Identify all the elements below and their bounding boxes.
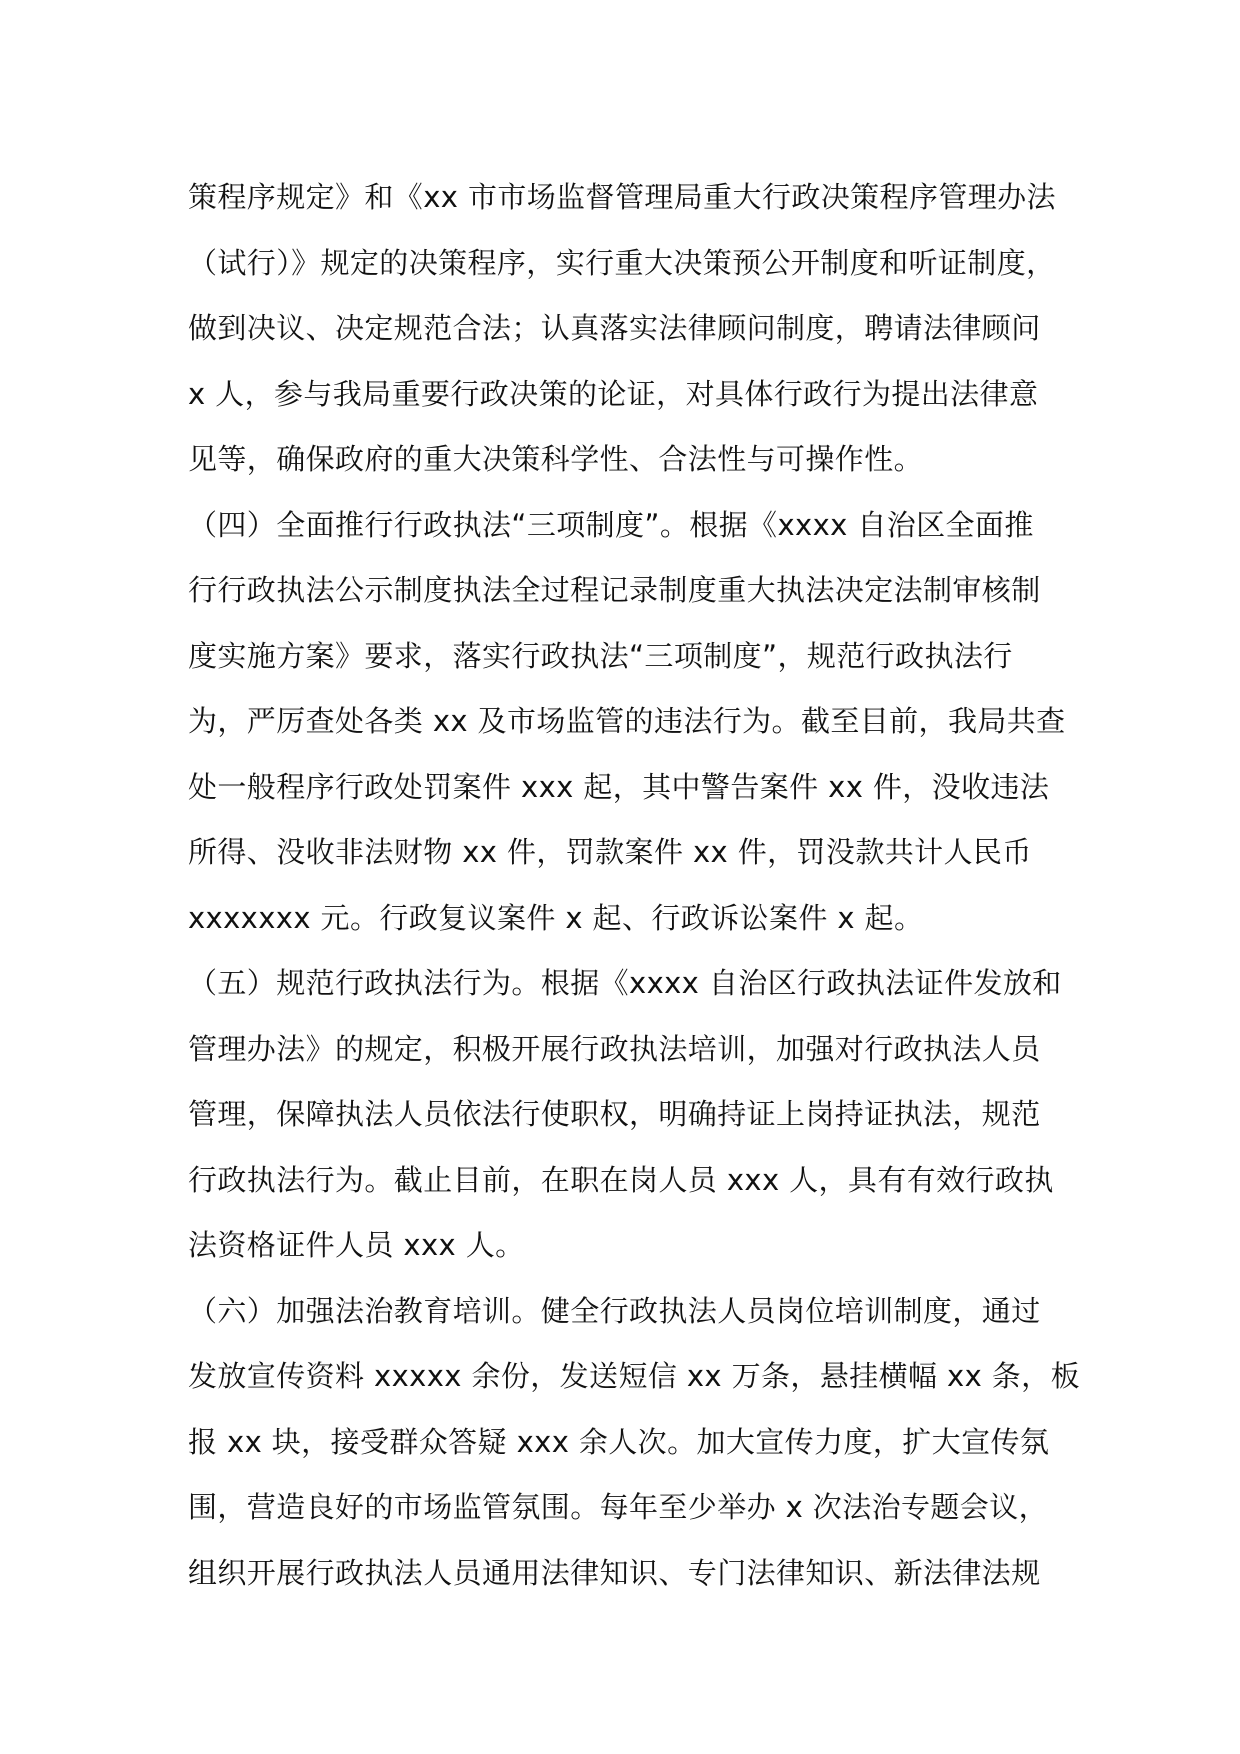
section-heading-line: （五）规范行政执法行为。根据《xxxx 自治区行政执法证件发放和 xyxy=(188,966,1062,1000)
text-line: 组织开展行政执法人员通用法律知识、专门法律知识、新法律法规 xyxy=(188,1555,1041,1590)
text-line: 行政执法行为。截止目前，在职在岗人员 xxx 人，具有有效行政执 xyxy=(188,1162,1054,1197)
text-line: 发放宣传资料 xxxxx 余份，发送短信 xx 万条，悬挂横幅 xx 条，板 xyxy=(188,1359,1080,1393)
text-line: （试行）》规定的决策程序，实行重大决策预公开制度和听证制度， xyxy=(188,245,1056,280)
body-text xyxy=(188,165,1078,1606)
text-line: 策程序规定》和《xx 市市场监督管理局重大行政决策程序管理办法 xyxy=(188,180,1056,214)
text-line: 管理办法》的规定，积极开展行政执法培训，加强对行政执法人员 xyxy=(188,1031,1041,1066)
text-line: 围，营造良好的市场监管氛围。每年至少举办 x 次法治专题会议， xyxy=(188,1490,1048,1524)
text-line: 报 xx 块，接受群众答疑 xxx 余人次。加大宣传力度，扩大宣传氛 xyxy=(188,1424,1050,1459)
text-line: xxxxxxx 元。行政复议案件 x 起、行政诉讼案件 x 起。 xyxy=(188,900,924,935)
text-line: 法资格证件人员 xxx 人。 xyxy=(188,1228,525,1262)
section-heading-line: （四）全面推行行政执法“三项制度”。根据《xxxx 自治区全面推 xyxy=(188,507,1034,542)
text-line: 行行政执法公示制度执法全过程记录制度重大执法决定法制审核制 xyxy=(188,573,1041,607)
text-line: 管理，保障执法人员依法行使职权，明确持证上岗持证执法，规范 xyxy=(188,1097,1041,1131)
text-line: 处一般程序行政处罚案件 xxx 起，其中警告案件 xx 件，没收违法 xyxy=(188,769,1050,804)
text-line: 做到决议、决定规范合法；认真落实法律顾问制度，聘请法律顾问 xyxy=(188,311,1041,345)
text-line: 为，严厉查处各类 xx 及市场监管的违法行为。截至目前，我局共查 xyxy=(188,704,1066,738)
text-line: 所得、没收非法财物 xx 件，罚款案件 xx 件，罚没款共计人民币 xyxy=(188,835,1032,869)
text-line: 度实施方案》要求，落实行政执法“三项制度”，规范行政执法行 xyxy=(188,638,1013,673)
text-line: x 人，参与我局重要行政决策的论证，对具体行政行为提出法律意 xyxy=(188,376,1039,411)
section-heading-line: （六）加强法治教育培训。健全行政执法人员岗位培训制度，通过 xyxy=(188,1293,1041,1328)
text-line: 见等，确保政府的重大决策科学性、合法性与可操作性。 xyxy=(188,442,924,476)
